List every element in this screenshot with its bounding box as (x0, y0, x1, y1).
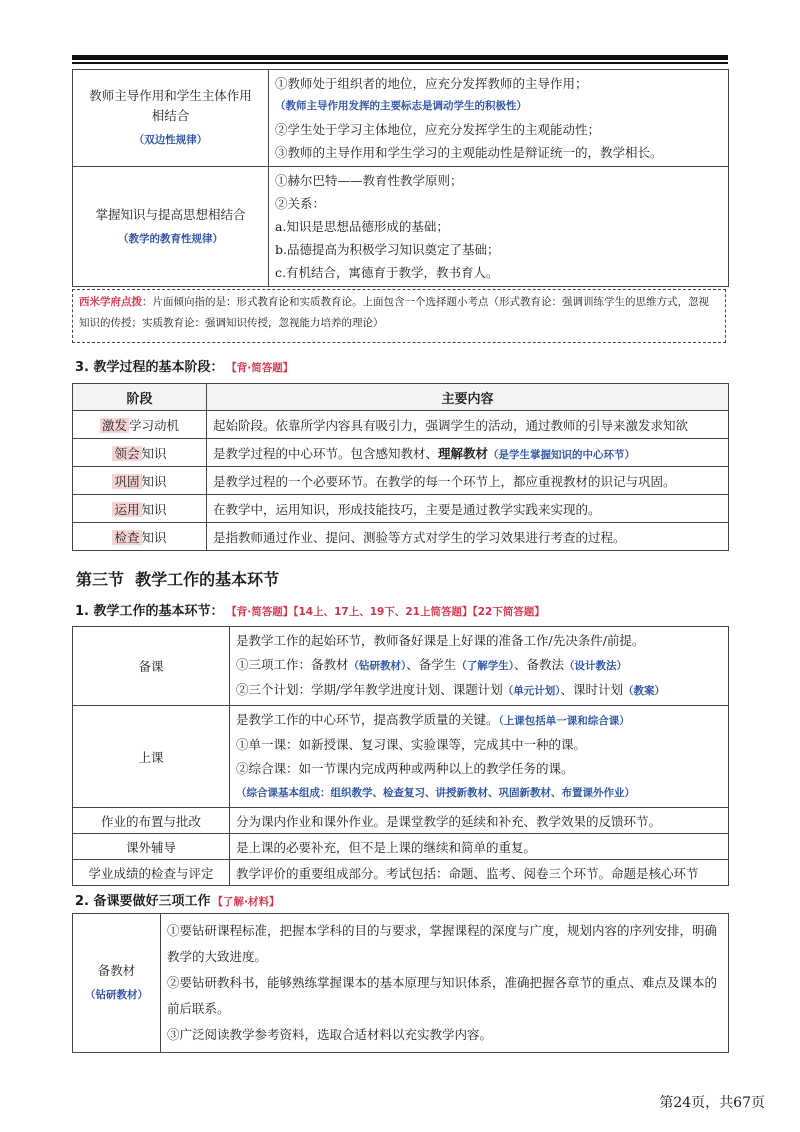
prep-materials-table (72, 913, 729, 1053)
teaching-links-table (72, 626, 729, 886)
column-header: 主要内容 (207, 384, 729, 411)
content-line: c.有机结合，寓德育于教学，教书育人。 (275, 265, 499, 280)
line-note: （设计教法） (564, 660, 628, 672)
table-row (73, 167, 729, 287)
content-line: ②学生处于学习主体地位，应充分发挥学生的主观能动性； (275, 122, 601, 137)
line-part: ①三项工作：备教材 (236, 657, 349, 672)
stage-rest: 学习动机 (129, 417, 180, 433)
prep-title-cell (73, 914, 161, 1053)
stage-content-cell (207, 439, 729, 467)
content-line: ①赫尔巴特——教育性教学原则； (275, 173, 463, 188)
stage-highlight: 运用 (114, 501, 140, 517)
content-line: （综合课基本组成：组织教学、检查复习、讲授新教材、巩固新教材、布置课外作业） (236, 787, 635, 799)
stage-highlight: 检查 (114, 529, 140, 545)
link-content: 分为课内作业和课外作业。是课堂教学的延续和补充、教学效果的反馈环节。 (230, 808, 729, 834)
stage-content: 是指教师通过作业、提问、测验等方式对学生的学习效果进行考查的过程。 (207, 523, 729, 551)
stage-rest: 知识 (141, 501, 167, 517)
section-title: 第三节 教学工作的基本环节 (76, 570, 280, 589)
table-row (73, 834, 729, 860)
table-row (73, 860, 729, 886)
content-line: ②要钻研教科书，能够熟练掌握课本的基本原理与知识体系，准确把握各章节的重点、难点及课本的前后联系。 (167, 975, 718, 1016)
line-note: （单元计划） (502, 685, 561, 697)
principle-cell (73, 167, 269, 287)
stage-content: 在教学中，运用知识，形成技能技巧，主要是通过教学实践来实现的。 (207, 495, 729, 523)
principle-title: 掌握知识与提高思想相结合 (95, 206, 246, 222)
content-line: ①教师处于组织者的地位，应充分发挥教师的主导作用； (275, 76, 588, 91)
link-title: 学业成绩的检查与评定 (73, 860, 230, 886)
content-line (236, 653, 722, 678)
table-row (73, 467, 729, 495)
content-line: a.知识是思想品德形成的基础； (275, 219, 449, 234)
heading-tag: 【了解·材料】 (212, 896, 280, 908)
line-note: （了解学生） (456, 660, 515, 672)
link-title: 课外辅导 (73, 834, 230, 860)
stage-rest: 知识 (141, 529, 167, 545)
stage-cell (73, 411, 207, 439)
line-part: 是教学工作的中心环节，提高教学质量的关键。 (236, 712, 499, 727)
stage-highlight: 激发 (101, 417, 127, 433)
stage-content: 起始阶段。依靠所学内容具有吸引力，强调学生的活动，通过教师的引导来激发求知欲 (207, 411, 729, 439)
prep-title: 备教材 (97, 963, 136, 978)
link-content (230, 706, 729, 808)
content-line (236, 678, 722, 703)
heading-links (75, 600, 545, 619)
stage-cell (73, 495, 207, 523)
stage-note: （是学生掌握知识的中心环节） (488, 448, 636, 461)
line-note: （钻研教材） (348, 660, 407, 672)
column-header: 阶段 (73, 384, 207, 411)
line-note: （教案） (622, 685, 665, 697)
tip-text: 片面倾向指的是：形式教育论和实质教育论。上面包含一个选择题小考点（形式教育论：强调训练学生的思维方式，忽视知识的传授；实质教育论：强调知识传授，忽视能力培养的理论） (79, 296, 709, 329)
stage-cell (73, 439, 207, 467)
stage-rest: 知识 (141, 473, 167, 489)
content-line: ③教师的主导作用和学生学习的主观能动性是辩证统一的，教学相长。 (275, 145, 663, 160)
table-row (73, 495, 729, 523)
content-line: ②关系： (275, 196, 326, 211)
content-line: （教师主导作用发挥的主要标志是调动学生的积极性） (275, 100, 527, 112)
heading-title: 3. 教学过程的基本阶段： (75, 360, 224, 375)
table-row (73, 627, 729, 706)
header-rule-thick (72, 55, 728, 60)
stage-cell (73, 523, 207, 551)
table-row (73, 411, 729, 439)
principle-tag: （双边性规律） (133, 134, 208, 146)
link-title: 作业的布置与批改 (73, 808, 230, 834)
tip-box (72, 289, 726, 343)
principle-cell (73, 70, 269, 167)
heading-tag: 【背·简答题】 (231, 362, 294, 374)
stage-content: 是教学过程的一个必要环节。在教学的每一个环节上，都应重视教材的识记与巩固。 (207, 467, 729, 495)
table-row (73, 523, 729, 551)
stage-cell (73, 467, 207, 495)
content-line: b.品德提高为积极学习知识奠定了基础； (275, 242, 500, 257)
principle-content (269, 167, 729, 287)
line-part: 、备教法 (514, 657, 565, 672)
table-header-row (73, 384, 729, 411)
stage-highlight: 巩固 (114, 473, 140, 489)
link-content: 是上课的必要补充，但不是上课的继续和简单的重复。 (230, 834, 729, 860)
line-note: （上课包括单一课和综合课） (498, 715, 630, 727)
principles-table (72, 69, 729, 287)
tip-label: 西米学府点拨： (79, 296, 153, 308)
stages-table (72, 383, 729, 551)
heading-title: 1. 教学工作的基本环节： (75, 604, 224, 619)
stage-content-bold: 理解教材 (438, 445, 489, 461)
link-title: 上课 (73, 706, 230, 808)
table-row (73, 70, 729, 167)
stage-rest: 知识 (141, 445, 167, 461)
link-content (230, 627, 729, 706)
line-part: 、备学生 (406, 657, 457, 672)
content-line: ③广泛阅读教学参考资料，选取合适材料以充实教学内容。 (167, 1027, 493, 1042)
stage-content: 是教学过程的中心环节。包含感知教材、 (213, 445, 439, 461)
heading-tag: 【背·简答题】【14上、17上、19下、21上简答题】【22下简答题】 (231, 606, 545, 618)
heading-prep (75, 890, 280, 909)
content-line: 是教学工作的起始环节，教师备好课是上好课的准备工作/先决条件/前提。 (236, 633, 645, 648)
heading-title: 2. 备课要做好三项工作 (75, 894, 211, 909)
table-row (73, 706, 729, 808)
line-part: 、课时计划 (560, 682, 623, 697)
content-line: ①单一课：如新授课、复习课、实验课等，完成其中一种的课。 (236, 737, 587, 752)
principle-content (269, 70, 729, 167)
prep-tag: （钻研教材） (85, 989, 148, 1001)
content-line (236, 708, 722, 733)
content-line: ①要钻研课程标准，把握本学科的目的与要求，掌握课程的深度与广度，规划内容的序列安排，明确教学的大致进度。 (167, 923, 718, 964)
stage-highlight: 领会 (114, 445, 140, 461)
page-number: 第24页，共67页 (659, 1095, 765, 1111)
link-title: 备课 (73, 627, 230, 706)
table-row (73, 914, 729, 1053)
table-row (73, 439, 729, 467)
heading-stages (75, 356, 293, 375)
principle-title: 教师主导作用和学生主体作用相结合 (89, 88, 252, 123)
principle-tag: （教学的教育性规律） (118, 232, 223, 245)
link-content: 教学评价的重要组成部分。考试包括：命题、监考、阅卷三个环节。命题是核心环节 (230, 860, 729, 886)
prep-content (161, 914, 729, 1053)
header-rule-thin (72, 62, 728, 64)
table-row (73, 808, 729, 834)
content-line: ②综合课：如一节课内完成两种或两种以上的教学任务的课。 (236, 761, 574, 776)
line-part: ②三个计划：学期/学年教学进度计划、课题计划 (236, 682, 503, 697)
